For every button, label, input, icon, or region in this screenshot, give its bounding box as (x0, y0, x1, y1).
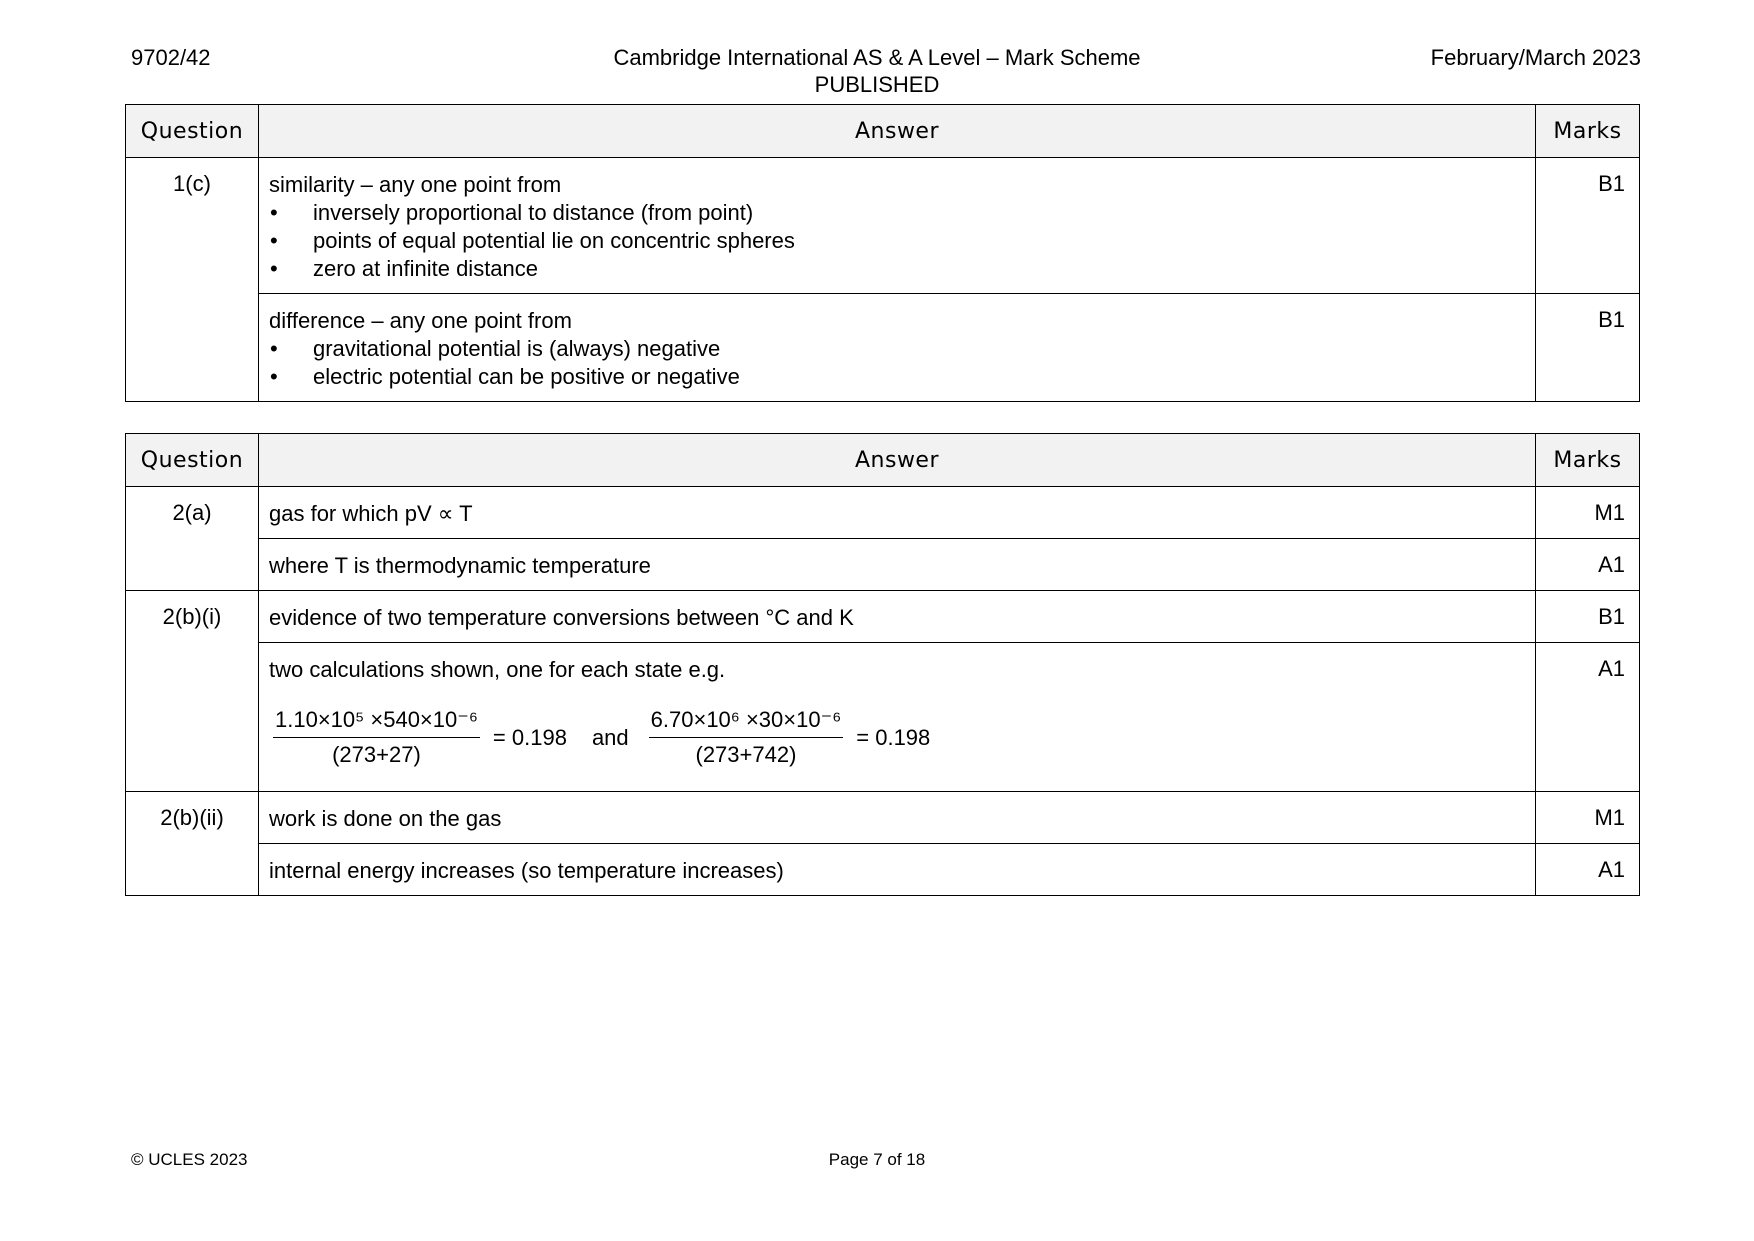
mark-cell: M1 (1536, 487, 1640, 539)
marks-header: Marks (1536, 434, 1640, 487)
question-header: Question (126, 105, 259, 158)
mark-cell: A1 (1536, 539, 1640, 591)
question-number: 2(a) (126, 487, 259, 591)
page-number: Page 7 of 18 (828, 1150, 926, 1169)
bullet-point: • zero at infinite distance (269, 255, 1525, 283)
joiner-text: and (591, 724, 629, 750)
mark-cell: B1 (1536, 591, 1640, 643)
bullet-point: • points of equal potential lie on concentric spheres (269, 227, 1525, 255)
mark-cell: M1 (1536, 792, 1640, 844)
mark-cell: B1 (1536, 294, 1640, 402)
result-2: = 0.198 (856, 724, 931, 750)
result-1: = 0.198 (492, 724, 567, 750)
fraction-1-denominator: (273+27) (332, 742, 421, 767)
fraction-1-numerator: 1.10×10⁵ ×540×10⁻⁶ (273, 706, 480, 738)
question-number: 2(b)(ii) (126, 792, 259, 896)
mark-cell: B1 (1536, 158, 1640, 294)
answer-lead: difference – any one point from (269, 308, 572, 333)
answer-cell (259, 294, 1536, 402)
answer-header: Answer (259, 105, 1536, 158)
calculation-formula (269, 706, 1525, 769)
exam-session: February/March 2023 (1430, 45, 1641, 70)
mark-scheme-table-q1 (125, 104, 1640, 402)
answer-cell (259, 158, 1536, 294)
table-row (126, 158, 1640, 294)
answer-header: Answer (259, 434, 1536, 487)
table-row (126, 643, 1640, 792)
published-label: PUBLISHED (814, 72, 940, 97)
table-row (126, 792, 1640, 844)
bullet-point: • electric potential can be positive or negative (269, 363, 1525, 391)
table-header-row (126, 434, 1640, 487)
bullet-point: • gravitational potential is (always) negative (269, 335, 1525, 363)
fraction-2 (649, 706, 844, 769)
answer-lead: two calculations shown, one for each state e.g. (269, 657, 726, 682)
question-number: 1(c) (126, 158, 259, 402)
answer-cell: work is done on the gas (259, 792, 1536, 844)
title: Cambridge International AS & A Level – Mark Scheme (613, 45, 1141, 70)
fraction-2-denominator: (273+742) (695, 742, 797, 767)
mark-cell: A1 (1536, 643, 1640, 792)
answer-cell: where T is thermodynamic temperature (259, 539, 1536, 591)
paper-code: 9702/42 (131, 45, 211, 70)
table-row (126, 591, 1640, 643)
marks-header: Marks (1536, 105, 1640, 158)
answer-cell: internal energy increases (so temperature increases) (259, 844, 1536, 896)
table-row (126, 294, 1640, 402)
fraction-2-numerator: 6.70×10⁶ ×30×10⁻⁶ (649, 706, 844, 738)
table-header-row (126, 105, 1640, 158)
table-row (126, 487, 1640, 539)
mark-scheme-table-q2 (125, 433, 1640, 896)
table-row (126, 844, 1640, 896)
question-number: 2(b)(i) (126, 591, 259, 792)
answer-lead: similarity – any one point from (269, 172, 562, 197)
question-header: Question (126, 434, 259, 487)
answer-cell: gas for which pV ∝ T (259, 487, 1536, 539)
copyright: © UCLES 2023 (131, 1150, 248, 1169)
answer-cell (259, 643, 1536, 792)
fraction-1 (273, 706, 480, 769)
answer-cell: evidence of two temperature conversions between °C and K (259, 591, 1536, 643)
table-row (126, 539, 1640, 591)
bullet-point: • inversely proportional to distance (from point) (269, 199, 1525, 227)
mark-cell: A1 (1536, 844, 1640, 896)
